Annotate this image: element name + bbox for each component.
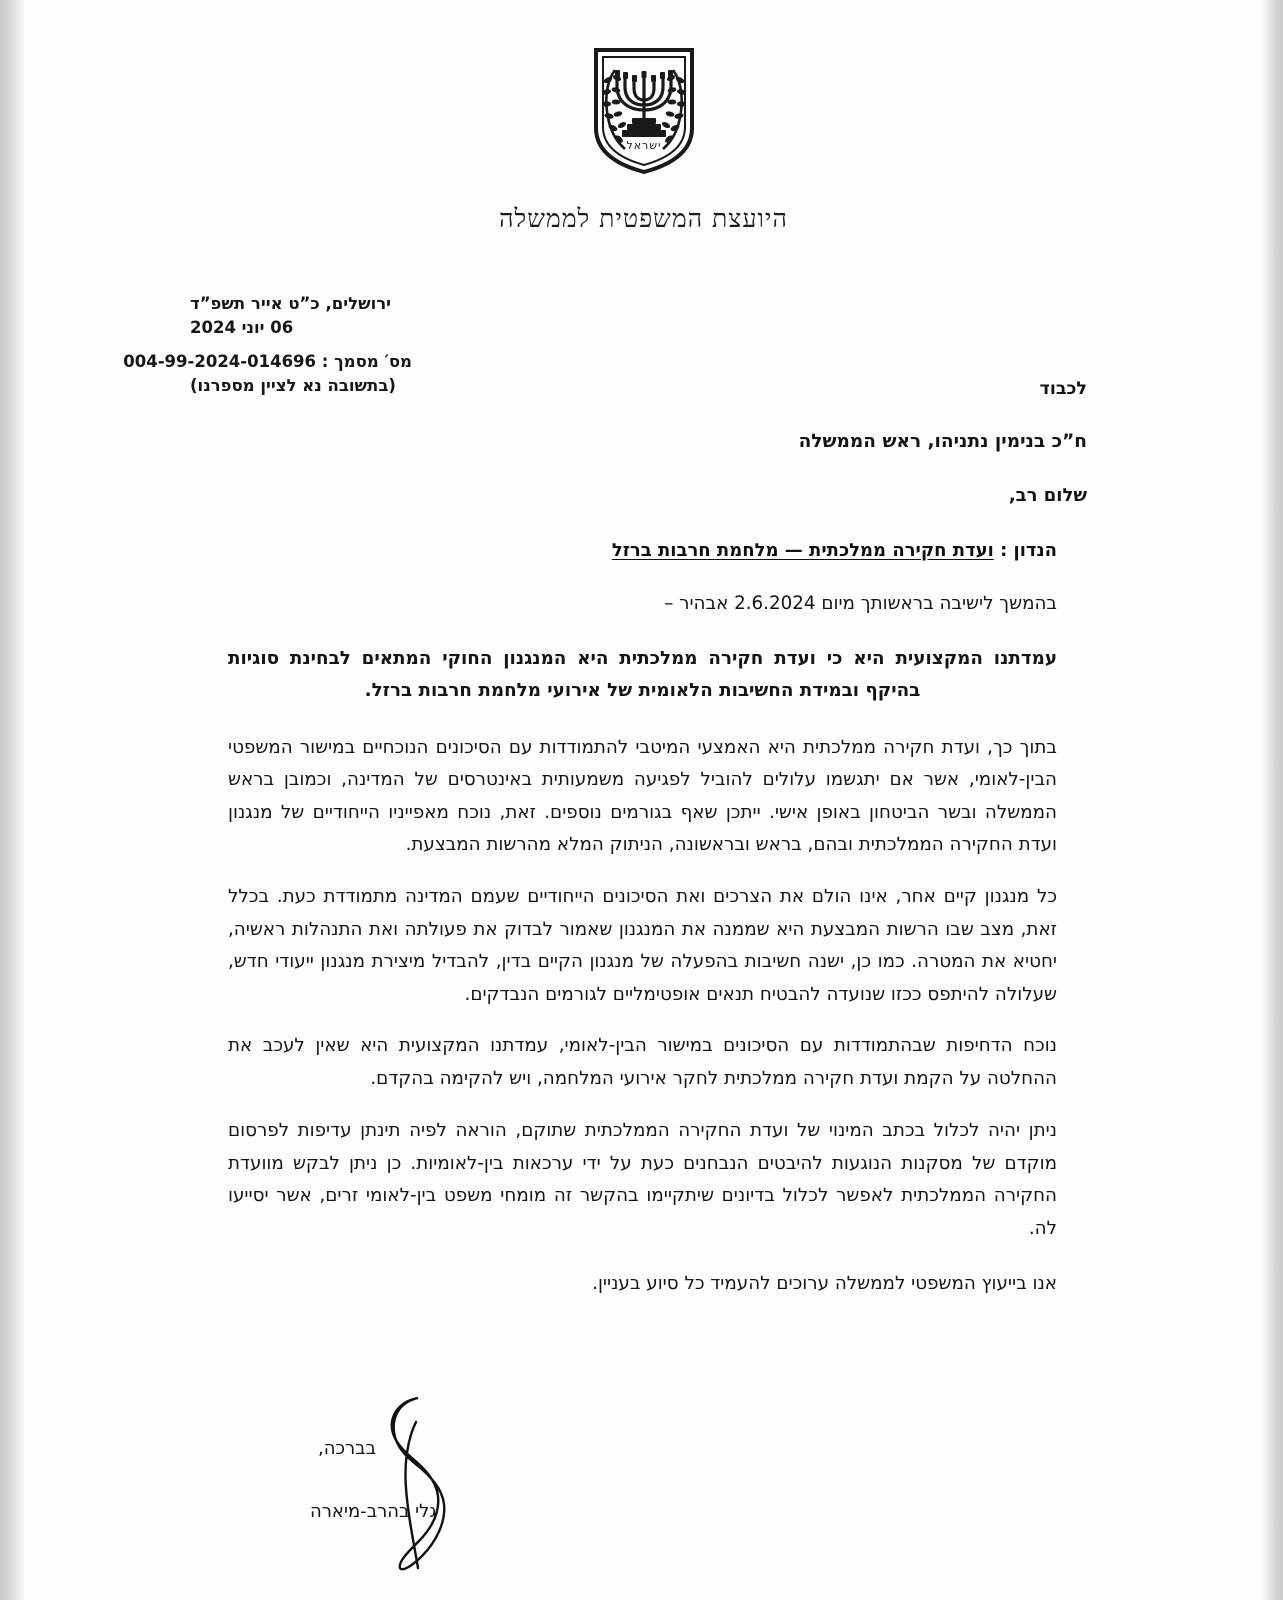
addressee-name: ח”כ בנימין נתניהו, ראש הממשלה [798, 431, 1087, 453]
signature-block [310, 1438, 517, 1522]
paragraph-1: בתוך כך, ועדת חקירה ממלכתית היא האמצעי המיטבי להתמודדות עם הסיכונים הנוכחיים במישור המשפטי הבין-לאומי, אשר אם יתגשמו עלולים להוביל לפגיעה משמעותית באינטרסים של המדינה, וכמובן בראש הממשלה ובשר הביטחון באופן אישי. ייתכן שאף בגורמים נוספים. זאת, נוכח מאפייניו הייחודיים של מנגנון ועדת החקירה הממלכתית ובהם, בראש ובראשונה, הניתוק המלא מהרשות המבצעת. [228, 736, 1057, 856]
subject-line [210, 540, 1057, 561]
paragraph-lead: בהמשך לישיבה בראשותך מיום 2.6.2024 אבהיר – [664, 593, 1057, 614]
paragraph-closing: אנו בייעוץ המשפטי לממשלה ערוכים להעמיד כל סיוע בעניין. [592, 1272, 1057, 1294]
hebrew-date: ירושלים, כ”ט אייר תשפ”ד [190, 294, 392, 313]
addressee-block [150, 376, 1087, 456]
paragraph-4: ניתן יהיה לכלול בכתב המינוי של ועדת החקירה הממלכתית שתוקם, הוראה לפיה תינתן עדיפות לפרסום מוקדם של מסקנות הנוגעות להיבטים הנבחנים כעת על ידי ערכאות בין-לאומיות. כן ניתן לבקש מוועדת החקירה הממלכתית לאפשר לכלול בדיונים שיתקיימו בהקשר זה מומחי משפט בין-לאומי זרים, אשר יסייעו לה. [228, 1120, 1057, 1239]
letter-body [228, 588, 1057, 1300]
subject-value: ועדת חקירה ממלכתית — מלחמת חרבות ברזל [611, 540, 994, 561]
emblem-container [30, 44, 1257, 176]
scan-edge-shadow-left [0, 0, 26, 1600]
gregorian-date: 06 יוני 2024 [190, 318, 294, 338]
letter-content [30, 0, 1257, 1600]
paragraph-2: כל מנגנון קיים אחר, אינו הולם את הצרכים ואת הסיכונים הייחודיים שעמם המדינה מתמודדת כעת. בכלל זאת, מצב שבו הרשות המבצעת היא שממנה את המנגנון שאמור לבדוק את פעולתה ואת התנהלות ראשיה, יחטיא את המטרה. כמו כן, ישנה חשיבות בהפעלה של מנגנון הקיים בדין, להבדיל מיצירת מנגנון ייעודי חדש, שעלולה להיתפס ככזו שנועדה להבטיח תנאים אופטימליים לגורמים הנבדקים. [228, 885, 1057, 1005]
scan-edge-shadow-right [1261, 0, 1283, 1600]
handwritten-signature-icon [356, 1392, 476, 1582]
svg-text:ישראל: ישראל [625, 139, 662, 152]
paragraph-3: נוכח הדחיפות שבהתמודדות עם הסיכונים במישור הבין-לאומי, עמדתנו המקצועית היא שאין לעכב את ההחלטה על הקמת ועדת חקירה ממלכתית לחקר אירועי המלחמה, ויש להקימה בהקדם. [228, 1035, 1057, 1089]
subject-label: הנדון : [1000, 540, 1057, 561]
document-number: מס′ מסמך : 004-99-2024-014696 [123, 352, 412, 372]
israel-state-emblem-icon [588, 44, 700, 176]
signature-closing-greeting: בברכה, [318, 1438, 376, 1459]
signatory-name: גלי בהרב-מיארה [310, 1501, 437, 1522]
addressee-label: לכבוד [1039, 379, 1087, 399]
date-group [190, 292, 412, 340]
reply-note: (בתשובה נא לציין מספרנו) [190, 376, 396, 396]
salutation: שלום רב, [1008, 485, 1087, 506]
paragraph-bold-position: עמדתנו המקצועית היא כי ועדת חקירה ממלכתית היא המנגנון החוקי המתאים לבחינת סוגיות בהיקף ובמידת החשיבות הלאומית של אירועי מלחמת חרבות ברזל. [228, 647, 1057, 702]
page-title: היועצת המשפטית לממשלה [499, 204, 788, 233]
